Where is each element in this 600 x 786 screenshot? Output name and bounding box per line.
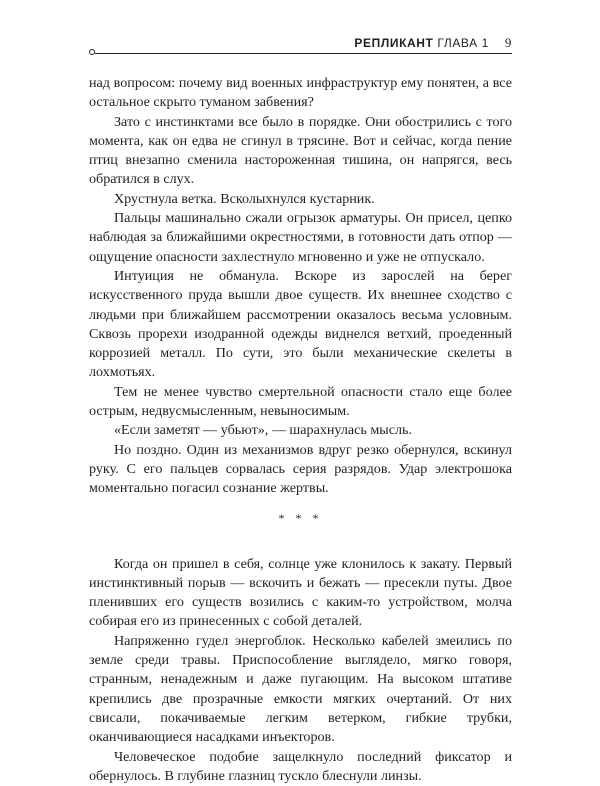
paragraph: Хрустнула ветка. Всколыхнулся кустарник. (89, 190, 512, 209)
paragraph: Пальцы машинально сжали огрызок арматуры. Он присел, цепко наблюдая за ближайшими окрестностями, в готовности дать отпор — ощущение опасности захлестнуло мгновенно и уже не отпускало. (89, 209, 512, 267)
book-title: РЕПЛИКАНТ (354, 36, 433, 50)
paragraph: Интуиция не обманула. Вскоре из зарослей на берег искусственного пруда вышли двое существ. Их внешнее сходство с людьми при ближайшем рассмотрении оказалось весьма условным. Сквозь прорехи изодранной одежды виднелся ветхий, проеденный коррозией металл. По сути, это были механические скелеты в лохмотьях. (89, 267, 512, 383)
paragraph: Напряженно гудел энергоблок. Несколько кабелей змеились по земле среди травы. Приспособление выглядело, мягко говоря, странным, ненадежным и даже пугающим. На высоком штативе крепились две прозрачные емкости мягких очертаний. От них свисали, покачиваемые легким ветерком, гибкие трубки, оканчивающиеся насадками инъекторов. (89, 632, 512, 748)
paragraph: Человеческое подобие защелкнуло последний фиксатор и обернулось. В глубине глазниц тускло блеснули линзы. (89, 748, 512, 786)
paragraph: Но поздно. Один из механизмов вдруг резко обернулся, вскинул руку. С его пальцев сорвалась серия разрядов. Удар электрошока моментально погасил сознание жертвы. (89, 441, 512, 499)
running-header (89, 36, 512, 64)
header-text (346, 36, 512, 50)
page-body (89, 74, 512, 786)
paragraph: Зато с инстинктами все было в порядке. Они обострились с того момента, как он едва не сгинул в трясине. Вот и сейчас, когда пение птиц внезапно сменила настороженная тишина, он напрягся, весь обратился в слух. (89, 113, 512, 190)
section-separator: * * * (89, 509, 512, 528)
paragraph: над вопросом: почему вид военных инфраструктур ему понятен, а все остальное скрыто туманом забвения? (89, 74, 512, 113)
paragraph: Когда он пришел в себя, солнце уже клонилось к закату. Первый инстинктивный порыв — вскочить и бежать — пресекли путы. Двое пленивших его существ возились с каким-то устройством, молча собирая его из принесенных с собой деталей. (89, 555, 512, 632)
chapter-label: ГЛАВА 1 (437, 36, 489, 50)
page-number: 9 (505, 35, 512, 50)
paragraph: Тем не менее чувство смертельной опасности стало еще более острым, недвусмысленным, невыносимым. (89, 383, 512, 422)
header-rule (95, 53, 512, 54)
paragraph: «Если заметят — убьют», — шарахнулась мысль. (89, 421, 512, 440)
header-rule-dot (89, 49, 95, 55)
